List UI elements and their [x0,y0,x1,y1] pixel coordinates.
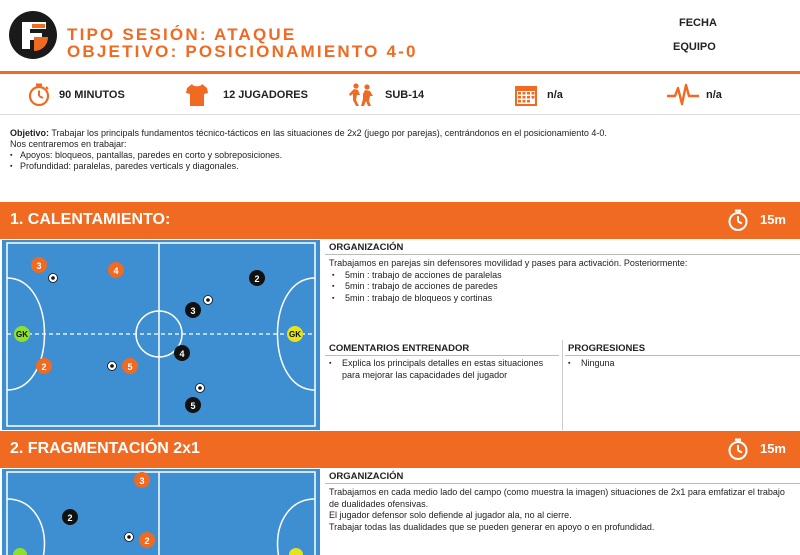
section-time: 15m [759,212,786,227]
organization-text: El jugador defensor solo defiende al jugador ala, no al cierre. [329,510,572,520]
organization-title: ORGANIZACIÓN [329,471,404,482]
svg-text:4: 4 [113,266,119,276]
logo-icon [8,10,58,60]
objective-text: Trabajar los principals fundamentos técnico-tácticos en las situaciones de 2x2 (juego por parejas), centrándonos en el posicionamiento 4-0. [49,128,607,138]
header-divider [0,71,800,74]
player-black [62,509,78,525]
svg-text:5: 5 [190,401,196,411]
organization-text: Trabajamos en parejas sin defensores movilidad y pases para activación. Posteriormente: [329,258,688,268]
fecha-label: FECHA [679,17,717,29]
players-count-label: 12 JUGADORES [223,89,308,101]
svg-text:GK: GK [289,330,301,339]
organization-body [329,487,795,533]
organization-item: ▪ 5min : trabajo de bloqueos y cortinas [329,293,795,305]
ball-icon [108,362,117,371]
svg-text:3: 3 [139,476,145,486]
player-orange [108,262,124,278]
section-title: 1. CALENTAMIENTO: [10,211,171,228]
progression-item: ▪ Ninguna [565,358,795,370]
player-orange [122,358,138,374]
players-icon [348,82,374,108]
svg-text:4: 4 [179,349,185,359]
date-value: n/a [547,89,563,101]
header [0,0,800,72]
ball-icon [196,384,205,393]
objective-item: ▪ Apoyos: bloqueos, pantallas, paredes en corto y sobreposiciones. [10,150,790,161]
court-diagram [2,240,320,430]
section-header-warmup [0,202,800,239]
stopwatch-icon [726,208,750,232]
svg-text:2: 2 [67,513,73,523]
coach-comment-item: ▪ Explica los principals detalles en estas situaciones para mejorar las capacidades del jugador [326,358,554,381]
organization-text: Trabajar todas las dualidades que se pueden generar en apoyo o en profundidad. [329,521,655,532]
shirt-icon [184,82,210,108]
player-black [185,302,201,318]
organization-body [329,258,795,304]
divider [325,483,800,484]
svg-text:GK: GK [16,330,28,339]
svg-text:2: 2 [144,536,150,546]
stopwatch-icon [26,82,52,108]
ball-icon [49,274,58,283]
svg-text:2: 2 [254,274,260,284]
duration-label: 90 MINUTOS [59,89,125,101]
stopwatch-icon [726,437,750,461]
category-label: SUB-14 [385,89,425,101]
ball-icon [125,533,134,542]
equipo-label: EQUIPO [673,41,716,53]
divider [565,355,800,356]
divider [325,355,559,356]
divider [325,254,800,255]
calendar-icon [513,82,539,108]
coach-comments-title: COMENTARIOS ENTRENADOR [329,343,470,354]
organization-title: ORGANIZACIÓN [329,242,404,253]
organization-item: ▪ 5min : trabajo de acciones de paredes [329,281,795,293]
session-type-title: TIPO SESIÓN: ATAQUE [67,25,297,44]
section-title: 2. FRAGMENTACIÓN 2x1 [10,440,200,457]
organization-item: ▪ 5min : trabajo de acciones de paralelas [329,270,795,282]
player-black [249,270,265,286]
ball-icon [204,296,213,305]
player-black [174,345,190,361]
player-orange [134,472,150,488]
objective-label: Objetivo: [10,128,50,138]
organization-text: Trabajamos en cada medio lado del campo (como muestra la imagen) situaciones de 2x1 para emfatizar el trabajo de dualidades ofensivas. [329,487,785,509]
section-header-fragmentation [0,431,800,468]
section-time: 15m [759,441,786,456]
coach-comments-body [326,358,554,381]
objective-block [10,128,790,172]
svg-text:3: 3 [36,261,42,271]
svg-text:5: 5 [127,362,133,372]
court-diagram [2,469,320,555]
goalkeeper-left [14,326,30,342]
heartbeat-icon [667,82,699,108]
stats-bar [0,75,800,115]
svg-text:3: 3 [190,306,196,316]
objective-title: OBJETIVO: POSICIONAMIENTO 4-0 [67,42,418,61]
goalkeeper-right [287,326,303,342]
objective-line2: Nos centraremos en trabajar: [10,139,127,149]
progressions-body [565,358,795,370]
player-black [185,397,201,413]
objective-item: ▪ Profundidad: paralelas, paredes verticals y diagonales. [10,161,790,172]
svg-text:2: 2 [41,362,47,372]
player-orange [31,257,47,273]
player-orange [36,358,52,374]
progressions-title: PROGRESIONES [568,343,646,354]
intensity-value: n/a [706,89,722,101]
divider [562,340,563,430]
player-orange [139,532,155,548]
